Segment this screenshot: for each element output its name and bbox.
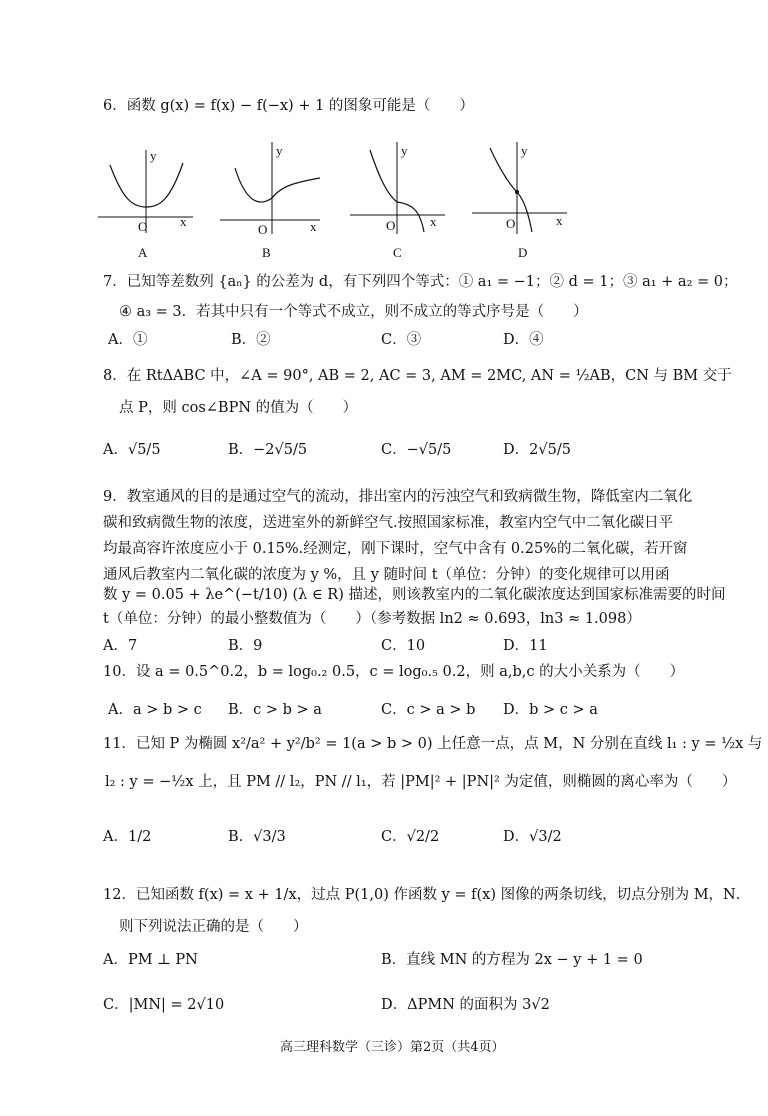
q9-option-a: A．7	[103, 638, 138, 654]
q10-text: 10．设 a = 0.5^0.2，b = log₀.₂ 0.5，c = log₀.₅ 0.2，则 a,b,c 的大小关系为（ ）	[103, 664, 685, 680]
graph-c-origin-label: O	[386, 218, 396, 233]
q9-line4: 通风后教室内二氧化碳的浓度为 y %，且 y 随时间 t（单位：分钟）的变化规律可以用函	[103, 567, 670, 583]
graph-b-label: B	[262, 245, 271, 260]
q8-option-b: B．−2√5/5	[228, 442, 308, 458]
graph-a-y-label: y	[150, 148, 157, 163]
q9-option-b: B．9	[228, 638, 263, 654]
q8-line2: 点 P，则 cos∠BPN 的值为（ ）	[119, 400, 358, 416]
q12-option-d: D．ΔPMN 的面积为 3√2	[381, 997, 550, 1013]
graph-a-origin-label: O	[138, 219, 148, 234]
q12-option-c: C．|MN| = 2√10	[103, 997, 225, 1013]
graph-d-label: D	[518, 245, 528, 260]
q12-line1: 12．已知函数 f(x) = x + 1/x，过点 P(1,0) 作函数 y = f(x) 图像的两条切线，切点分别为 M，N．	[103, 887, 751, 903]
q9-option-c: C．10	[381, 638, 426, 654]
q8-option-d: D．2√5/5	[503, 442, 571, 458]
q12-option-b: B．直线 MN 的方程为 2x − y + 1 = 0	[381, 952, 643, 968]
q9-option-d: D．11	[503, 638, 548, 654]
q8-option-a: A．√5/5	[103, 442, 161, 458]
graph-a-x-label: x	[180, 214, 187, 229]
q11-option-a: A．1/2	[103, 829, 152, 845]
q11-line1: 11．已知 P 为椭圆 x²/a² + y²/b² = 1(a > b > 0) 上任意一点，点 M，N 分别在直线 l₁ : y = ½x 与	[103, 736, 763, 752]
graph-c-x-label: x	[430, 214, 437, 229]
graph-c-y-label: y	[401, 143, 408, 158]
q12-option-a: A．PM ⊥ PN	[103, 952, 198, 968]
q7-option-c: C．③	[381, 332, 422, 348]
graph-b-y-label: y	[276, 143, 283, 158]
q9-line5: 数 y = 0.05 + λe^(−t/10) (λ ∈ R) 描述，则该教室内的二氧化碳浓度达到国家标准需要的时间	[103, 587, 726, 603]
graph-c-label: C	[393, 245, 402, 260]
q10-option-c: C．c > a > b	[381, 702, 476, 718]
q7-option-d: D．④	[503, 332, 544, 348]
q11-line2: l₂ : y = −½x 上，且 PM // l₂，PN // l₁，若 |PM|² + |PN|² 为定值，则椭圆的离心率为（ ）	[105, 774, 737, 790]
graph-d-origin-label: O	[506, 216, 516, 231]
q11-option-c: C．√2/2	[381, 829, 440, 845]
q8-option-c: C．−√5/5	[381, 442, 452, 458]
q10-option-b: B．c > b > a	[228, 702, 322, 718]
q8-line1: 8．在 RtΔABC 中，∠A = 90°, AB = 2, AC = 3, AM = 2MC, AN = ½AB，CN 与 BM 交于	[103, 368, 732, 384]
q6-text: 6．函数 g(x) = f(x) − f(−x) + 1 的图象可能是（ ）	[103, 98, 474, 114]
q7-line2: ④ a₃ = 3．若其中只有一个等式不成立，则不成立的等式序号是（ ）	[119, 304, 588, 320]
q11-option-b: B．√3/3	[228, 829, 286, 845]
q9-line1: 9．教室通风的目的是通过空气的流动，排出室内的污浊空气和致病微生物，降低室内二氧化	[103, 489, 693, 505]
q12-line2: 则下列说法正确的是（ ）	[119, 919, 308, 935]
graph-b-x-label: x	[310, 219, 317, 234]
q7-option-b: B．②	[231, 332, 271, 348]
q10-option-d: D．b > c > a	[503, 702, 598, 718]
page-footer: 高三理科数学（三诊）第2页（共4页）	[280, 1040, 505, 1055]
q9-line6: t（单位：分钟）的最小整数值为（ ）（参考数据 ln2 ≈ 0.693，ln3 ≈ 1.098）	[103, 611, 641, 627]
q9-line2: 碳和致病微生物的浓度，送进室外的新鲜空气.按照国家标准，教室内空气中二氧化碳日平	[103, 515, 674, 531]
q7-option-a: A．①	[108, 332, 148, 348]
q11-option-d: D．√3/2	[503, 829, 562, 845]
graph-b-origin-label: O	[258, 222, 268, 237]
q9-line3: 均最高容许浓度应小于 0.15%.经测定，刚下课时，空气中含有 0.25%的二氧化碳，若开窗	[103, 541, 688, 557]
q10-option-a: A．a > b > c	[108, 702, 202, 718]
graph-d-y-label: y	[521, 143, 528, 158]
graph-d-x-label: x	[556, 213, 563, 228]
graph-a-label: A	[138, 245, 148, 260]
q7-line1: 7．已知等差数列 {aₙ} 的公差为 d，有下列四个等式：① a₁ = −1；② d = 1；③ a₁ + a₂ = 0；	[103, 274, 738, 290]
